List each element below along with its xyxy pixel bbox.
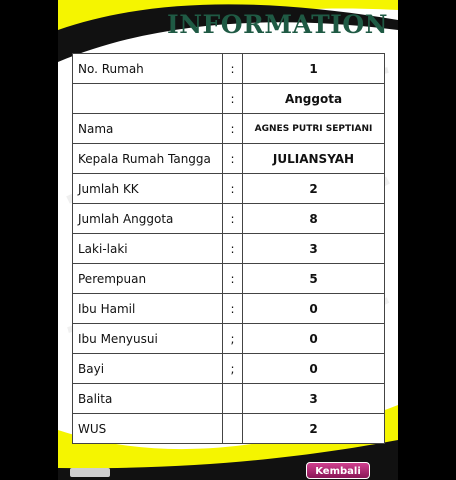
row-value: AGNES PUTRI SEPTIANI: [243, 114, 385, 144]
row-label: Balita: [73, 384, 223, 414]
row-label: [73, 84, 223, 114]
back-button[interactable]: Kembali: [306, 462, 370, 479]
table-row: [73, 234, 385, 264]
row-label: Nama: [73, 114, 223, 144]
row-label: Laki-laki: [73, 234, 223, 264]
table-row: [73, 144, 385, 174]
row-label: Kepala Rumah Tangga: [73, 144, 223, 174]
row-value: 0: [243, 294, 385, 324]
row-separator: :: [223, 144, 243, 174]
row-separator: ;: [223, 324, 243, 354]
row-label: WUS: [73, 414, 223, 444]
row-separator: :: [223, 264, 243, 294]
row-value: 3: [243, 384, 385, 414]
info-page: [58, 0, 398, 480]
table-row: [73, 84, 385, 114]
row-value: 5: [243, 264, 385, 294]
row-value: Anggota: [243, 84, 385, 114]
row-separator: :: [223, 54, 243, 84]
row-label: Jumlah KK: [73, 174, 223, 204]
row-value: 2: [243, 174, 385, 204]
table-row: [73, 384, 385, 414]
row-label: Bayi: [73, 354, 223, 384]
table-row: [73, 324, 385, 354]
row-separator: :: [223, 174, 243, 204]
row-value: 0: [243, 324, 385, 354]
table-row: [73, 264, 385, 294]
row-value: JULIANSYAH: [243, 144, 385, 174]
row-separator: :: [223, 294, 243, 324]
row-separator: [223, 414, 243, 444]
row-label: Jumlah Anggota: [73, 204, 223, 234]
right-frame: [398, 0, 456, 480]
row-separator: :: [223, 234, 243, 264]
table-row: [73, 54, 385, 84]
row-label: Ibu Hamil: [73, 294, 223, 324]
table-row: [73, 114, 385, 144]
row-value: 0: [243, 354, 385, 384]
left-frame: [0, 0, 58, 480]
row-separator: :: [223, 204, 243, 234]
row-separator: [223, 384, 243, 414]
table-row: [73, 354, 385, 384]
row-value: 2: [243, 414, 385, 444]
row-value: 8: [243, 204, 385, 234]
row-value: 1: [243, 54, 385, 84]
table-row: [73, 204, 385, 234]
row-label: Perempuan: [73, 264, 223, 294]
row-label: No. Rumah: [73, 54, 223, 84]
row-label: Ibu Menyusui: [73, 324, 223, 354]
previous-button[interactable]: [70, 468, 110, 477]
row-separator: :: [223, 114, 243, 144]
info-table: [72, 53, 385, 444]
row-separator: ;: [223, 354, 243, 384]
row-value: 3: [243, 234, 385, 264]
row-separator: :: [223, 84, 243, 114]
table-row: [73, 174, 385, 204]
page-title: INFORMATION: [167, 10, 388, 39]
table-row: [73, 414, 385, 444]
table-row: [73, 294, 385, 324]
